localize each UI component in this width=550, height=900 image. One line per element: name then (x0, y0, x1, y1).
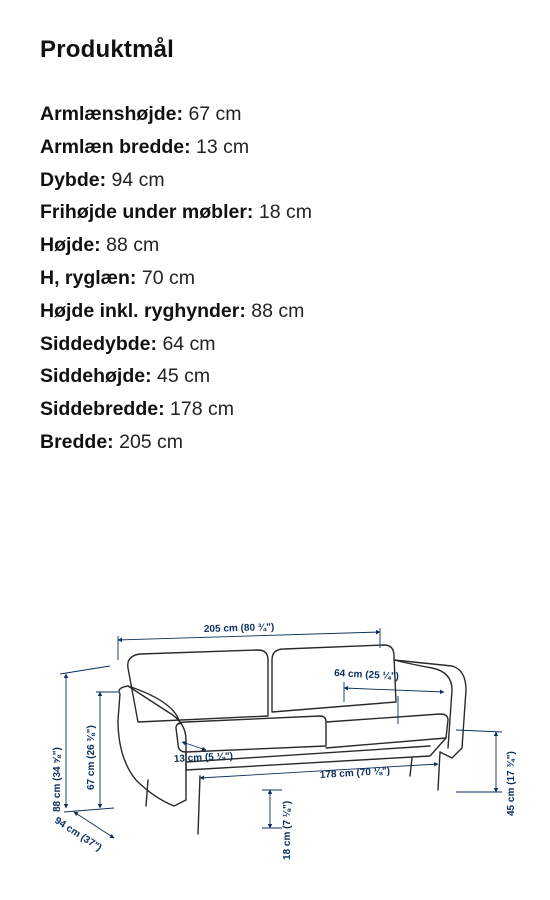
spec-row-armrest-height (40, 98, 312, 131)
sofa-dimension-drawing (0, 600, 550, 890)
spec-row-width (40, 426, 312, 459)
spec-row-seat-width (40, 393, 312, 426)
spec-label: H, ryglæn: (40, 266, 137, 289)
page-title: Produktmål (40, 36, 175, 63)
spec-value: 18 cm (258, 201, 312, 224)
spec-label: Frihøjde under møbler: (40, 201, 254, 224)
dim-label-width: 205 cm (80 ¾") (203, 622, 275, 635)
spec-value: 205 cm (119, 430, 184, 453)
spec-row-seat-height (40, 360, 312, 393)
spec-label: Dybde: (40, 168, 107, 191)
spec-value: 88 cm (106, 234, 160, 257)
spec-row-seat-depth (40, 328, 312, 361)
dimension-lines (60, 628, 502, 838)
spec-label: Armlæn bredde: (40, 135, 191, 158)
spec-value: 178 cm (170, 398, 234, 421)
spec-value: 70 cm (141, 266, 195, 289)
spec-label: Siddedybde: (40, 332, 158, 355)
spec-label: Højde inkl. ryghynder: (40, 299, 246, 322)
product-dimensions-list (40, 98, 312, 459)
spec-value: 64 cm (162, 332, 216, 355)
spec-row-backrest-height (40, 262, 312, 295)
spec-row-free-height (40, 196, 312, 229)
dim-label-armrest-height: 67 cm (26 ⅜") (86, 725, 97, 790)
spec-row-armrest-width (40, 131, 312, 164)
spec-value: 45 cm (157, 365, 211, 388)
dim-label-armrest-width: 13 cm (5 ⅛") (173, 750, 234, 765)
dim-label-seat-height: 45 cm (17 ¾") (506, 751, 517, 816)
dim-label-depth: 94 cm (37") (52, 815, 104, 854)
spec-value: 94 cm (111, 168, 165, 191)
dim-label-seat-width: 178 cm (70 ⅛") (319, 765, 391, 781)
spec-row-height (40, 229, 312, 262)
spec-label: Siddebredde: (40, 398, 165, 421)
spec-label: Armlænshøjde: (40, 103, 184, 125)
spec-label: Bredde: (40, 430, 114, 453)
dim-label-free-height: 18 cm (7 ⅛") (282, 800, 293, 860)
spec-label: Højde: (40, 234, 101, 257)
spec-row-height-with-cushions (40, 295, 312, 328)
spec-value: 67 cm (188, 103, 242, 125)
dim-label-seat-depth: 64 cm (25 ¼") (333, 668, 400, 683)
spec-label: Siddehøjde: (40, 365, 152, 388)
dim-label-total-height: 88 cm (34 ⅝") (52, 747, 63, 812)
spec-value: 88 cm (251, 299, 305, 322)
spec-value: 13 cm (196, 135, 250, 158)
spec-row-depth (40, 164, 312, 197)
